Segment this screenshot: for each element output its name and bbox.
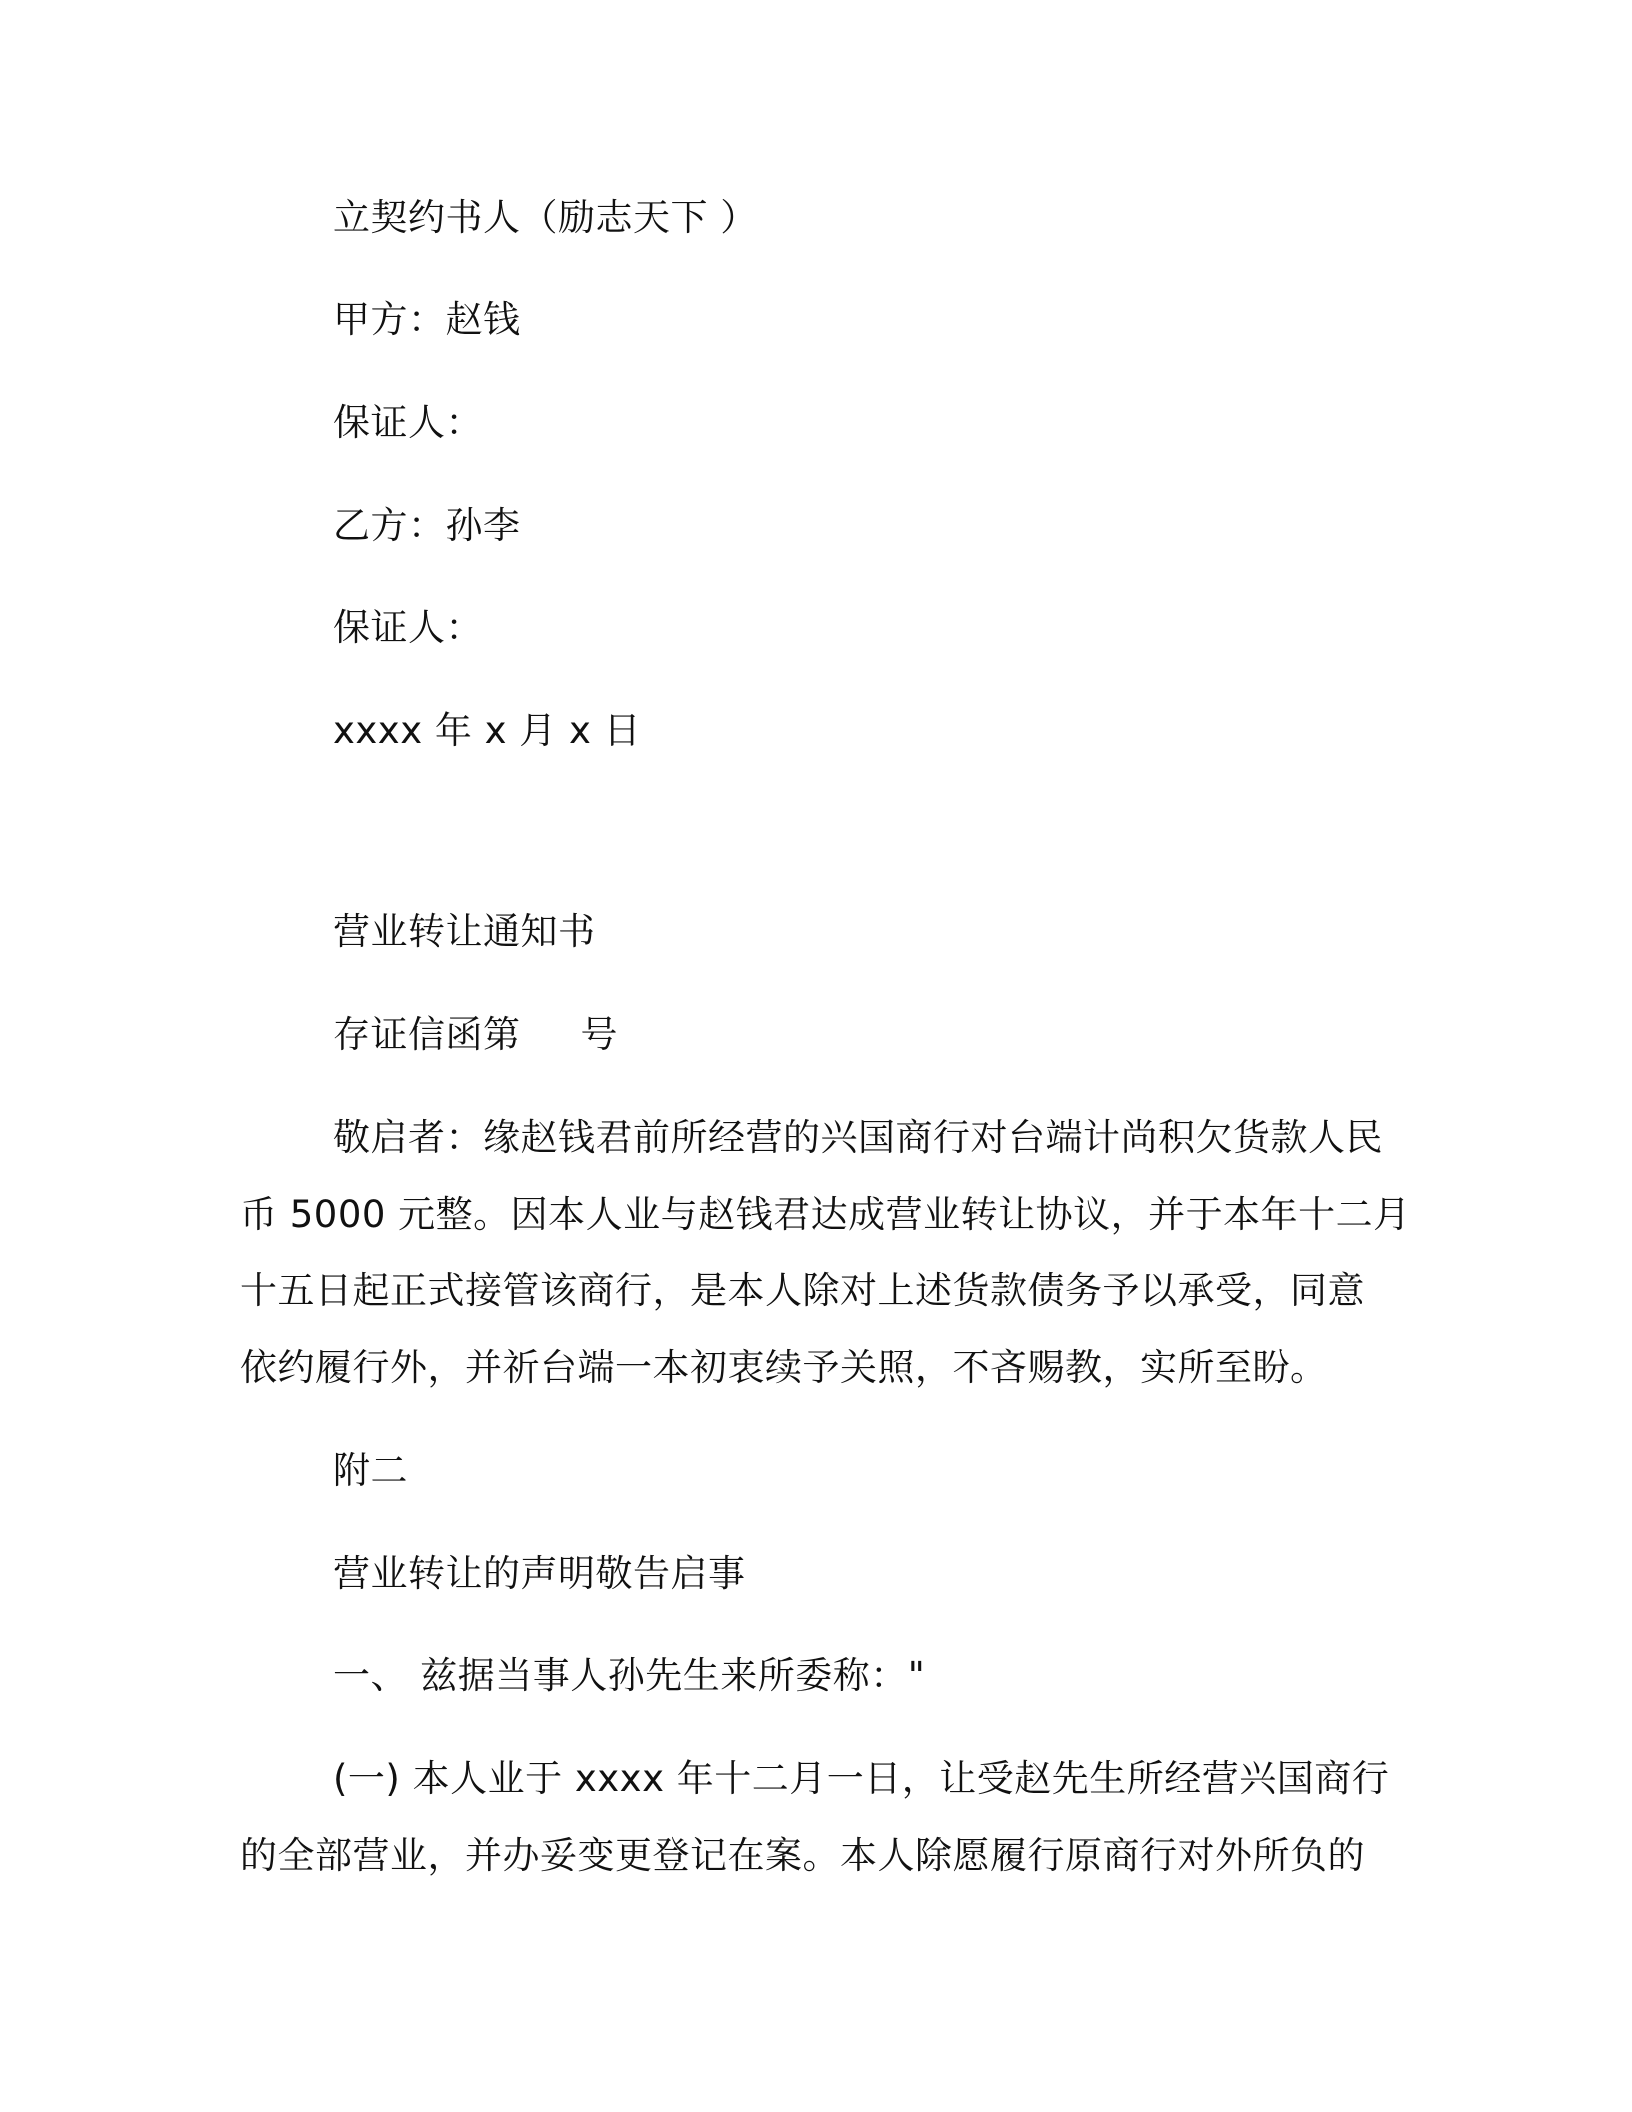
letter-number-prefix: 存证信函第 xyxy=(333,1013,521,1056)
notice-title: 营业转让通知书 xyxy=(333,910,596,953)
contract-signatory: 立契约书人（励志天下 ） xyxy=(333,196,758,239)
appendix-sub-item-line: (一) 本人业于 xxxx 年十二月一日，让受赵先生所经营兴国商行 xyxy=(333,1757,1390,1800)
appendix-sub-item-line: 的全部营业，并办妥变更登记在案。本人除愿履行原商行对外所负的 xyxy=(240,1834,1365,1877)
letter-number-suffix: 号 xyxy=(580,1013,618,1056)
appendix-item-one: 一、 兹据当事人孙先生来所委称：" xyxy=(333,1654,926,1697)
party-b: 乙方：孙李 xyxy=(333,504,521,547)
contract-date: xxxx 年 x 月 x 日 xyxy=(333,709,642,752)
notice-body-line: 敬启者：缘赵钱君前所经营的兴国商行对台端计尚积欠货款人民 xyxy=(333,1116,1383,1159)
appendix-title: 营业转让的声明敬告启事 xyxy=(333,1552,746,1595)
notice-body-line: 依约履行外，并祈台端一本初衷续予关照，不吝赐教，实所至盼。 xyxy=(240,1346,1328,1389)
guarantor-b: 保证人： xyxy=(333,606,483,649)
party-a: 甲方：赵钱 xyxy=(333,298,521,341)
notice-body-line: 十五日起正式接管该商行，是本人除对上述货款债务予以承受，同意 xyxy=(240,1269,1365,1312)
appendix-label: 附二 xyxy=(333,1449,408,1492)
letter-number xyxy=(333,1015,618,1055)
notice-body-line: 币 5000 元整。因本人业与赵钱君达成营业转让协议，并于本年十二月 xyxy=(240,1193,1411,1236)
guarantor-a: 保证人： xyxy=(333,401,483,444)
